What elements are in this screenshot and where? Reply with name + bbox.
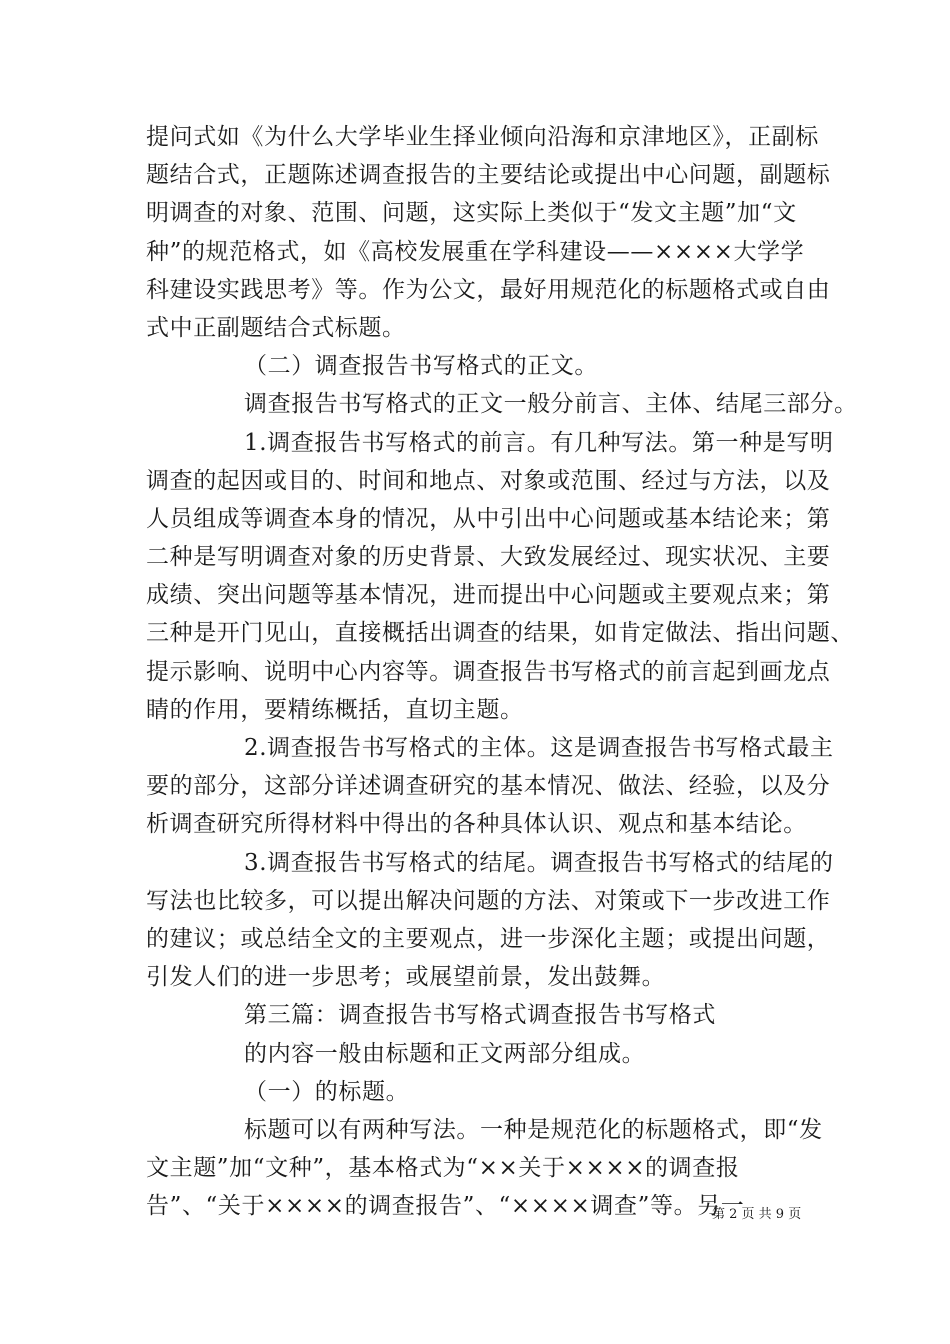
text-line: 题结合式，正题陈述调查报告的主要结论或提出中心问题，副题标 [146, 162, 831, 189]
text-line: 调查报告书写格式的正文一般分前言、主体、结尾三部分。 [244, 391, 858, 418]
text-line: 种”的规范格式，如《高校发展重在学科建设——××××大学学 [146, 238, 805, 265]
text-line: 二种是写明调查对象的历史背景、大致发展经过、现实状况、主要 [146, 544, 831, 571]
text-line: 提问式如《为什么大学毕业生择业倾向沿海和京津地区》，正副标 [146, 124, 819, 150]
text-line: 三种是开门见山，直接概括出调查的结果，如肯定做法、指出问题、 [146, 620, 854, 647]
text-line: 告”、“关于××××的调查报告”、“××××调查”等。另一 [146, 1193, 745, 1220]
text-line: 标题可以有两种写法。一种是规范化的标题格式，即“发 [244, 1116, 823, 1143]
text-line: 明调查的对象、范围、问题，这实际上类似于“发文主题”加“文 [146, 200, 797, 227]
text-line: 引发人们的进一步思考；或展望前景，发出鼓舞。 [146, 964, 666, 991]
text-line: 的建议；或总结全文的主要观点，进一步深化主题；或提出问题， [146, 925, 831, 952]
text-line: 人员组成等调查本身的情况，从中引出中心问题或基本结论来；第 [146, 505, 831, 532]
section-heading: （二）调查报告书写格式的正文。 [244, 353, 598, 380]
text-line: 科建设实践思考》等。作为公文，最好用规范化的标题格式或自由 [146, 276, 831, 303]
text-line: 调查的起因或目的、时间和地点、对象或范围、经过与方法，以及 [146, 467, 831, 494]
body-text [146, 118, 858, 1225]
text-line: 2.调查报告书写格式的主体。这是调查报告书写格式最主 [244, 735, 834, 761]
text-line: 要的部分，这部分详述调查研究的基本情况、做法、经验，以及分 [146, 773, 831, 800]
text-line: 3.调查报告书写格式的结尾。调查报告书写格式的结尾的 [244, 849, 834, 876]
section-heading: （一）的标题。 [244, 1078, 410, 1105]
section-heading: 第三篇：调查报告书写格式调查报告书写格式 [244, 1002, 716, 1029]
text-line: 睛的作用，要精练概括，直切主题。 [146, 696, 524, 723]
text-line: 1.调查报告书写格式的前言。有几种写法。第一种是写明 [244, 429, 834, 456]
page-number: 第 2 页 共 9 页 [712, 1207, 802, 1222]
text-line: 成绩、突出问题等基本情况，进而提出中心问题或主要观点来；第 [146, 582, 831, 609]
text-line: 式中正副题结合式标题。 [146, 314, 406, 341]
text-line: 写法也比较多，可以提出解决问题的方法、对策或下一步改进工作 [146, 887, 831, 914]
text-line: 提示影响、说明中心内容等。调查报告书写格式的前言起到画龙点 [146, 658, 831, 685]
text-line: 析调查研究所得材料中得出的各种具体认识、观点和基本结论。 [146, 811, 807, 838]
text-line: 的内容一般由标题和正文两部分组成。 [244, 1040, 646, 1067]
text-line: 文主题”加“文种”，基本格式为“××关于××××的调查报 [146, 1155, 740, 1182]
